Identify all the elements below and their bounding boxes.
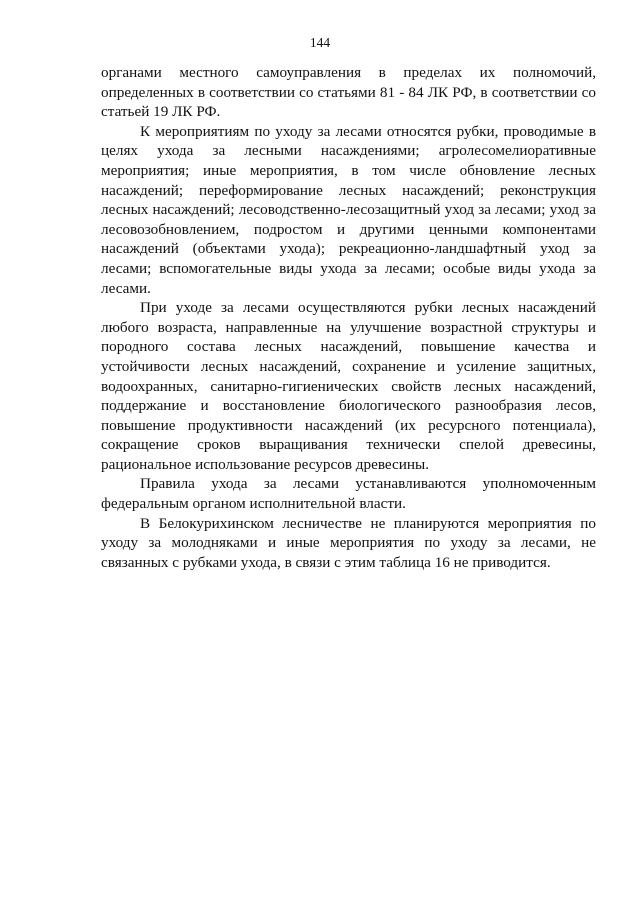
paragraph-1: органами местного самоуправления в пределах их полномочий, определенных в соответствии со статьями 81 - 84 ЛК РФ, в соответствии со статьей 19 ЛК РФ. [101,64,596,121]
paragraph-4: Правила ухода за лесами устанавливаются уполномоченным федеральным органом исполнительной власти. [101,475,596,513]
document-body [101,63,596,572]
page-number: 144 [309,35,331,50]
paragraph-3: При уходе за лесами осуществляются рубки лесных насаждений любого возраста, направленные на улучшение возрастной структуры и породного состава лесных насаждений, повышение качества и устойчивости лесных насаждений, сохранение и усиление защитных, водоохранных, санитарно-гигиенических свойств лесных насаждений, поддержание и восстановление биологического разнообразия лесов, повышение продуктивности насаждений (их ресурсного потенциала), сокращение сроков выращивания технически спелой древесины, рациональное использование ресурсов древесины. [101,299,596,473]
paragraph-2: К мероприятиям по уходу за лесами относятся рубки, проводимые в целях ухода за лесными насаждениями; агролесомелиоративные мероприятия; иные мероприятия, в том числе обновление лесных насаждений; переформирование лесных насаждений; реконструкция лесных насаждений; лесоводственно-лесозащитный уход за лесами; уход за лесовозобновлением, подростом и другими ценными компонентами насаждений (объектами ухода); рекреационно-ландшафтный уход за лесами; вспомогательные виды ухода за лесами; особые виды ухода за лесами. [101,122,596,297]
paragraph-5: В Белокурихинском лесничестве не планируются мероприятия по уходу за молодняками и иные мероприятия по уходу за лесами, не связанных с рубками ухода, в связи с этим таблица 16 не приводится. [101,514,596,571]
